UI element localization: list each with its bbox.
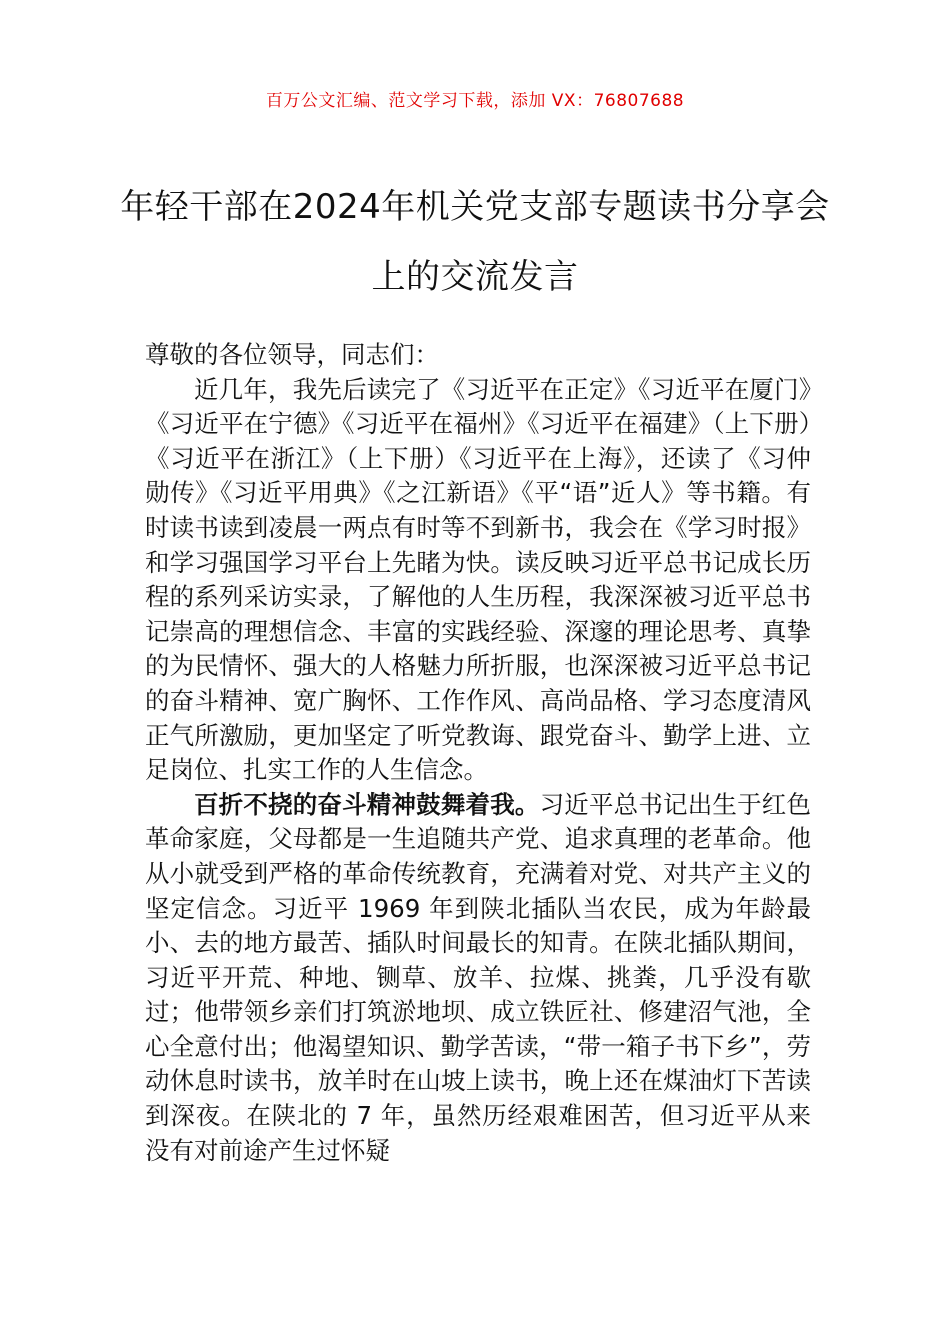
document-body [145,338,811,1168]
paragraph-body-text: 习近平总书记出生于红色革命家庭，父母都是一生追随共产党、追求真理的老革命。他从小就受到严格的革命传统教育，充满着对党、对共产主义的坚定信念。习近平 1969 年到陕北插队当农民，成为年龄最小、去的地方最苦、插队时间最长的知青。在陕北插队期间，习近平开荒、种地、铡草、放羊、拉煤、挑粪，几乎没有歇过；他带领乡亲们打筑淤地坝、成立铁匠社、修建沼气池，全心全意付出；他渴望知识、勤学苦读，“带一箱子书下乡”，劳动休息时读书，放羊时在山坡上读书，晚上还在煤油灯下苦读到深夜。在陕北的 7 年，虽然历经艰难困苦，但习近平从来没有对前途产生过怀疑 [145,789,811,1165]
paragraph-lead-heading: 百折不挠的奋斗精神鼓舞着我。 [194,789,540,819]
paragraph-struggle-spirit [145,788,811,1169]
paragraph-reading-list: 近几年，我先后读完了《习近平在正定》《习近平在厦门》《习近平在宁德》《习近平在福州》《习近平在福建》（上下册）《习近平在浙江》（上下册）《习近平在上海》，还读了《习仲勋传》《习近平用典》《之江新语》《平“语”近人》等书籍。有时读书读到凌晨一两点有时等不到新书，我会在《学习时报》和学习强国学习平台上先睹为快。读反映习近平总书记成长历程的系列采访实录，了解他的人生历程，我深深被习近平总书记崇高的理想信念、丰富的实践经验、深邃的理论思考、真挚的为民情怀、强大的人格魅力所折服，也深深被习近平总书记的奋斗精神、宽广胸怀、工作作风、高尚品格、学习态度清风正气所激励，更加坚定了听党教诲、跟党奋斗、勤学上进、立足岗位、扎实工作的人生信念。 [145,374,811,785]
header-watermark-note: 百万公文汇编、范文学习下载，添加 VX：76807688 [265,91,685,111]
document-title: 年轻干部在2024年机关党支部专题读书分享会上的交流发言 [120,187,830,297]
salutation: 尊敬的各位领导，同志们： [145,340,439,369]
